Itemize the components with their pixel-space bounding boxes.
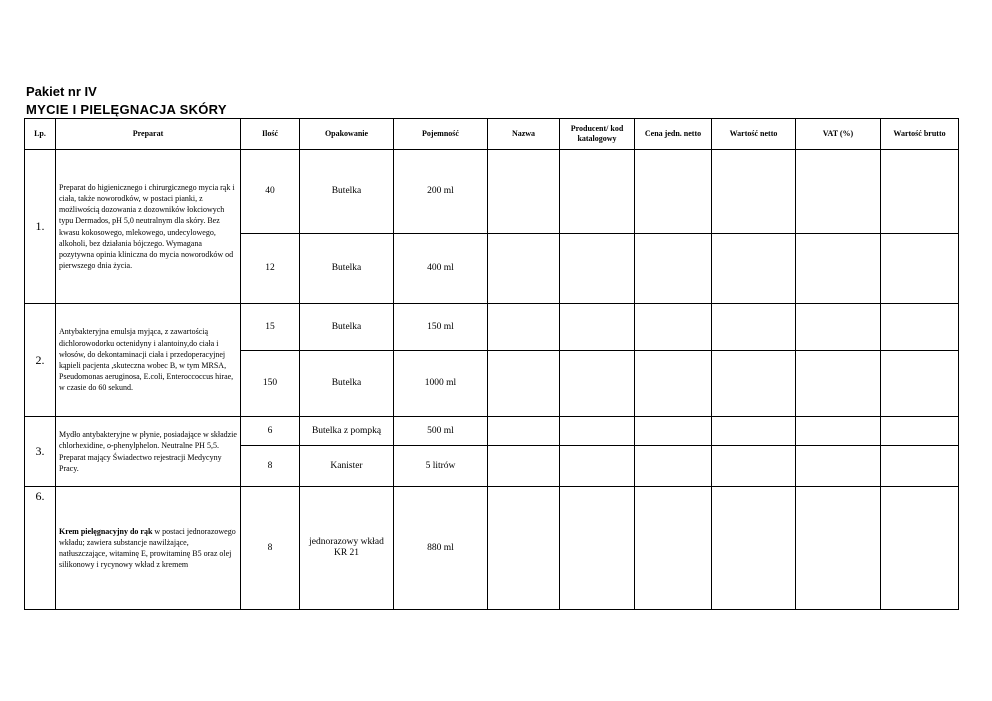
- producer-input-cell[interactable]: [560, 487, 635, 610]
- name-input-cell[interactable]: [488, 351, 560, 417]
- header-row: [25, 119, 959, 150]
- col-header-wartosc-netto: Wartość netto: [712, 119, 796, 150]
- table-row: [25, 150, 959, 234]
- item-number: 3.: [25, 417, 56, 487]
- name-input-cell[interactable]: [488, 487, 560, 610]
- table-row: [25, 304, 959, 351]
- quantity-cell: 12: [241, 234, 300, 304]
- net-value-input-cell[interactable]: [712, 150, 796, 234]
- producer-input-cell[interactable]: [560, 304, 635, 351]
- producer-input-cell[interactable]: [560, 351, 635, 417]
- packaging-cell: Butelka: [300, 351, 394, 417]
- item-description: Mydło antybakteryjne w płynie, posiadające w składzie chlorhexidine, o-phenylphelon. Neutralne PH 5,5. Preparat mający Świadectwo rejestracji Medycyny Pracy.: [56, 417, 241, 487]
- quantity-cell: 15: [241, 304, 300, 351]
- gross-value-input-cell[interactable]: [881, 487, 959, 610]
- producer-input-cell[interactable]: [560, 417, 635, 446]
- capacity-cell: 1000 ml: [394, 351, 488, 417]
- unit-price-input-cell[interactable]: [635, 150, 712, 234]
- net-value-input-cell[interactable]: [712, 446, 796, 487]
- vat-input-cell[interactable]: [796, 446, 881, 487]
- table-row: [25, 487, 959, 610]
- col-header-pojemnosc: Pojemność: [394, 119, 488, 150]
- vat-input-cell[interactable]: [796, 417, 881, 446]
- net-value-input-cell[interactable]: [712, 304, 796, 351]
- vat-input-cell[interactable]: [796, 351, 881, 417]
- item-number: 2.: [25, 304, 56, 417]
- col-header-opakowanie: Opakowanie: [300, 119, 394, 150]
- net-value-input-cell[interactable]: [712, 487, 796, 610]
- col-header-cena: Cena jedn. netto: [635, 119, 712, 150]
- net-value-input-cell[interactable]: [712, 234, 796, 304]
- quantity-cell: 40: [241, 150, 300, 234]
- table-row: [25, 417, 959, 446]
- vat-input-cell[interactable]: [796, 150, 881, 234]
- item-number: 1.: [25, 150, 56, 304]
- net-value-input-cell[interactable]: [712, 417, 796, 446]
- vat-input-cell[interactable]: [796, 234, 881, 304]
- unit-price-input-cell[interactable]: [635, 351, 712, 417]
- gross-value-input-cell[interactable]: [881, 417, 959, 446]
- packaging-cell: jednorazowy wkład KR 21: [300, 487, 394, 610]
- unit-price-input-cell[interactable]: [635, 417, 712, 446]
- name-input-cell[interactable]: [488, 417, 560, 446]
- quantity-cell: 6: [241, 417, 300, 446]
- unit-price-input-cell[interactable]: [635, 304, 712, 351]
- vat-input-cell[interactable]: [796, 487, 881, 610]
- packaging-cell: Butelka: [300, 150, 394, 234]
- price-form-table: [24, 118, 959, 610]
- col-header-ilosc: Ilość: [241, 119, 300, 150]
- packaging-cell: Butelka: [300, 304, 394, 351]
- capacity-cell: 400 ml: [394, 234, 488, 304]
- col-header-vat: VAT (%): [796, 119, 881, 150]
- packaging-cell: Butelka z pompką: [300, 417, 394, 446]
- producer-input-cell[interactable]: [560, 150, 635, 234]
- producer-input-cell[interactable]: [560, 446, 635, 487]
- net-value-input-cell[interactable]: [712, 351, 796, 417]
- name-input-cell[interactable]: [488, 150, 560, 234]
- quantity-cell: 8: [241, 446, 300, 487]
- capacity-cell: 150 ml: [394, 304, 488, 351]
- quantity-cell: 150: [241, 351, 300, 417]
- col-header-wartosc-brutto: Wartość brutto: [881, 119, 959, 150]
- package-number: Pakiet nr IV: [26, 84, 97, 99]
- item-number: 6.: [25, 487, 56, 610]
- item-description-rest: w postaci jednorazowego wkładu; zawiera substancje nawilżające, natłuszczające, witaminę E, prowitaminę B5 oraz olej silikonowy i rycynowy wkład z kremem: [59, 526, 236, 570]
- gross-value-input-cell[interactable]: [881, 351, 959, 417]
- capacity-cell: 5 litrów: [394, 446, 488, 487]
- capacity-cell: 200 ml: [394, 150, 488, 234]
- name-input-cell[interactable]: [488, 304, 560, 351]
- gross-value-input-cell[interactable]: [881, 304, 959, 351]
- col-header-lp: Lp.: [25, 119, 56, 150]
- gross-value-input-cell[interactable]: [881, 234, 959, 304]
- gross-value-input-cell[interactable]: [881, 446, 959, 487]
- unit-price-input-cell[interactable]: [635, 487, 712, 610]
- item-description: Antybakteryjna emulsja myjąca, z zawartością dichlorowodorku octenidyny i alantoiny,do ciała i włosów, do dekontaminacji ciała i przedoperacyjnej kąpieli pacjenta ,skuteczna wobec B, w tym MRSA, Pseudomonas aeruginosa, E.coli, Enteroccoccus hirae, w czasie do 60 sekund.: [56, 304, 241, 417]
- capacity-cell: 500 ml: [394, 417, 488, 446]
- col-header-nazwa: Nazwa: [488, 119, 560, 150]
- unit-price-input-cell[interactable]: [635, 446, 712, 487]
- name-input-cell[interactable]: [488, 234, 560, 304]
- col-header-producent: Producent/ kod katalogowy: [560, 119, 635, 150]
- packaging-cell: Butelka: [300, 234, 394, 304]
- producer-input-cell[interactable]: [560, 234, 635, 304]
- name-input-cell[interactable]: [488, 446, 560, 487]
- gross-value-input-cell[interactable]: [881, 150, 959, 234]
- col-header-preparat: Preparat: [56, 119, 241, 150]
- item-description: [56, 487, 241, 610]
- unit-price-input-cell[interactable]: [635, 234, 712, 304]
- packaging-cell: Kanister: [300, 446, 394, 487]
- vat-input-cell[interactable]: [796, 304, 881, 351]
- item-description-bold: Krem pielęgnacyjny do rąk: [59, 526, 153, 536]
- item-description: Preparat do higienicznego i chirurgicznego mycia rąk i ciała, także noworodków, w postaci pianki, z możliwością dozowania z dozowników łokciowych typu Dermados, pH 5,0 neutralnym dla skóry. Bez kwasu kokosowego, mlekowego, undecylowego, alkoholi, bez działania bójczego. Wymagana pozytywna opinia kliniczna do mycia noworodków od pierwszego dnia życia.: [56, 150, 241, 304]
- quantity-cell: 8: [241, 487, 300, 610]
- capacity-cell: 880 ml: [394, 487, 488, 610]
- package-title: MYCIE I PIELĘGNACJA SKÓRY: [26, 102, 227, 117]
